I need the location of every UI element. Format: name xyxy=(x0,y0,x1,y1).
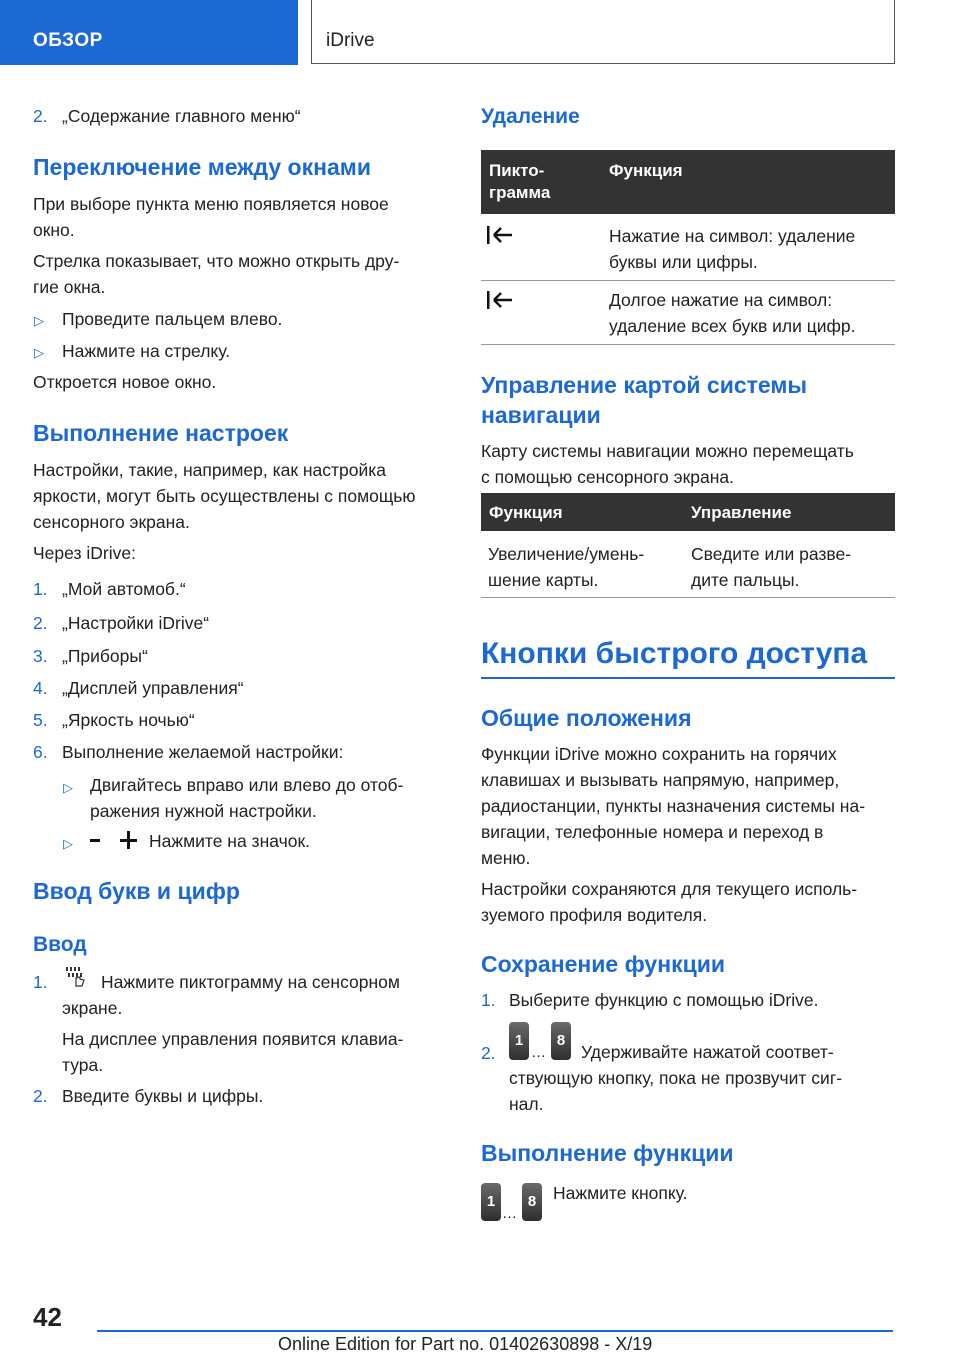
bullet-triangle-icon: ▷ xyxy=(63,780,73,795)
instruction-step: Нажмите кнопку. xyxy=(553,1183,688,1203)
table-header-cell: Управление xyxy=(691,503,792,522)
chapter-title-quick-keys: Кнопки быстрого доступа xyxy=(481,637,868,670)
table-cell: удаление всех букв или цифр. xyxy=(609,316,856,336)
paragraph-line: сенсорного экрана. xyxy=(33,512,190,532)
delete-table-header xyxy=(481,150,895,214)
paragraph-line: вигации, телефонные номера и переход в xyxy=(481,822,824,842)
instruction-step: Нажмите на значок. xyxy=(149,831,310,851)
section-title-map-line: Управление картой системы xyxy=(481,372,808,398)
paragraph-line: Через iDrive: xyxy=(33,543,136,563)
footer-rule xyxy=(97,1330,893,1332)
list-item-text: „Мой автомоб.“ xyxy=(62,579,186,599)
paragraph-line: окно. xyxy=(33,220,75,240)
favorite-key-8-icon: 8 xyxy=(522,1183,542,1221)
header-section-label: ОБЗОР xyxy=(33,30,103,51)
bullet-triangle-icon: ▷ xyxy=(63,836,73,851)
instruction-step: Введите буквы и цифры. xyxy=(62,1086,264,1106)
paragraph-line: меню. xyxy=(481,848,531,868)
instruction-step: экране. xyxy=(62,998,123,1018)
paragraph-line: яркости, могут быть осуществлены с помощью xyxy=(33,486,416,506)
table-header-cell: Функция xyxy=(609,161,683,180)
list-item-text: „Содержание главного меню“ xyxy=(62,106,301,126)
paragraph-line: Функции iDrive можно сохранить на горячих xyxy=(481,744,837,764)
minus-plus-icon xyxy=(88,830,140,850)
delete-backspace-icon xyxy=(486,224,516,248)
list-item-text: „Дисплей управления“ xyxy=(62,678,244,698)
ellipsis: … xyxy=(502,1205,517,1222)
header-chapter-label: iDrive xyxy=(326,30,375,51)
list-number: 6. xyxy=(33,742,48,762)
instruction-step: нал. xyxy=(509,1094,544,1114)
list-item-text: Выполнение желаемой настройки: xyxy=(62,742,344,762)
favorite-key-1-icon: 1 xyxy=(481,1183,501,1221)
list-number: 1. xyxy=(481,990,496,1010)
instruction-step: Нажмите на стрелку. xyxy=(62,341,231,361)
table-header-cell: грамма xyxy=(489,183,551,202)
bullet-triangle-icon: ▷ xyxy=(34,345,44,360)
table-cell: дите пальцы. xyxy=(691,570,800,590)
list-number: 4. xyxy=(33,678,48,698)
table-cell: Нажатие на символ: удаление xyxy=(609,226,856,246)
paragraph-line: радиостанции, пункты назначения системы на- xyxy=(481,796,866,816)
list-number: 1. xyxy=(33,972,48,992)
table-cell: Сведите или разве- xyxy=(691,544,852,564)
ellipsis: … xyxy=(531,1044,546,1061)
instruction-step: Проведите пальцем влево. xyxy=(62,309,283,329)
subsection-title-input: Ввод xyxy=(33,933,87,956)
instruction-step: Выберите функцию с помощью iDrive. xyxy=(509,990,819,1010)
list-number: 5. xyxy=(33,710,48,730)
table-divider xyxy=(481,344,895,345)
paragraph-line: Настройки сохраняются для текущего исполь- xyxy=(481,879,858,899)
paragraph-line: Карту системы навигации можно перемещать xyxy=(481,441,854,461)
table-divider xyxy=(481,280,895,281)
footer-edition: Online Edition for Part no. 01402630898 - X/19 xyxy=(278,1334,653,1354)
paragraph-line: При выборе пункта меню появляется новое xyxy=(33,194,389,214)
list-number: 2. xyxy=(33,106,48,126)
list-number: 1. xyxy=(33,579,48,599)
header-chapter-box xyxy=(311,0,895,64)
paragraph-line: тура. xyxy=(62,1055,104,1075)
favorite-key-1-icon: 1 xyxy=(509,1022,529,1060)
list-item-text: „Яркость ночью“ xyxy=(62,710,195,730)
instruction-step: ствующую кнопку, пока не прозвучит сиг- xyxy=(509,1068,843,1088)
table-cell: Долгое нажатие на символ: xyxy=(609,290,833,310)
section-title-map-line: навигации xyxy=(481,402,601,428)
paragraph-line: с помощью сенсорного экрана. xyxy=(481,467,734,487)
header-section-tab xyxy=(0,0,298,65)
table-header-cell: Функция xyxy=(489,503,563,522)
table-divider xyxy=(481,597,895,598)
section-title-execute: Выполнение функции xyxy=(481,1140,734,1166)
instruction-step: Удерживайте нажатой соответ- xyxy=(581,1042,834,1062)
paragraph-line: Откроется новое окно. xyxy=(33,372,217,392)
map-table-header xyxy=(481,493,895,531)
section-title-settings: Выполнение настроек xyxy=(33,420,289,446)
paragraph-line: клавишах и вызывать напрямую, например, xyxy=(481,770,840,790)
page-number: 42 xyxy=(33,1302,62,1332)
list-number: 2. xyxy=(33,613,48,633)
list-item-text: „Приборы“ xyxy=(62,646,148,666)
list-number: 3. xyxy=(33,646,48,666)
table-cell: шение карты. xyxy=(488,570,599,590)
list-item-text: „Настройки iDrive“ xyxy=(62,613,210,633)
delete-backspace-icon xyxy=(486,289,516,313)
paragraph-line: На дисплее управления появится клавиа- xyxy=(62,1029,404,1049)
list-number: 2. xyxy=(481,1043,496,1063)
instruction-step: Двигайтесь вправо или влево до отоб- xyxy=(90,775,404,795)
title-underline xyxy=(481,677,895,679)
bullet-triangle-icon: ▷ xyxy=(34,313,44,328)
table-cell: Увеличение/умень- xyxy=(488,544,645,564)
paragraph-line: зуемого профиля водителя. xyxy=(481,905,708,925)
table-cell: буквы или цифры. xyxy=(609,252,758,272)
paragraph-line: Стрелка показывает, что можно открыть дру- xyxy=(33,251,400,271)
section-title-input: Ввод букв и цифр xyxy=(33,878,240,904)
section-title-general: Общие положения xyxy=(481,705,692,731)
paragraph-line: Настройки, такие, например, как настройка xyxy=(33,460,387,480)
keyboard-touch-icon xyxy=(62,966,90,988)
table-header-cell: Пикто- xyxy=(489,161,545,180)
favorite-key-8-icon: 8 xyxy=(551,1022,571,1060)
paragraph-line: гие окна. xyxy=(33,277,106,297)
section-title-switch-windows: Переключение между окнами xyxy=(33,154,371,180)
instruction-step: ражения нужной настройки. xyxy=(90,801,317,821)
list-number: 2. xyxy=(33,1086,48,1106)
subsection-title-delete: Удаление xyxy=(481,105,580,128)
instruction-step: Нажмите пиктограмму на сенсорном xyxy=(101,972,400,992)
section-title-save: Сохранение функции xyxy=(481,951,726,977)
